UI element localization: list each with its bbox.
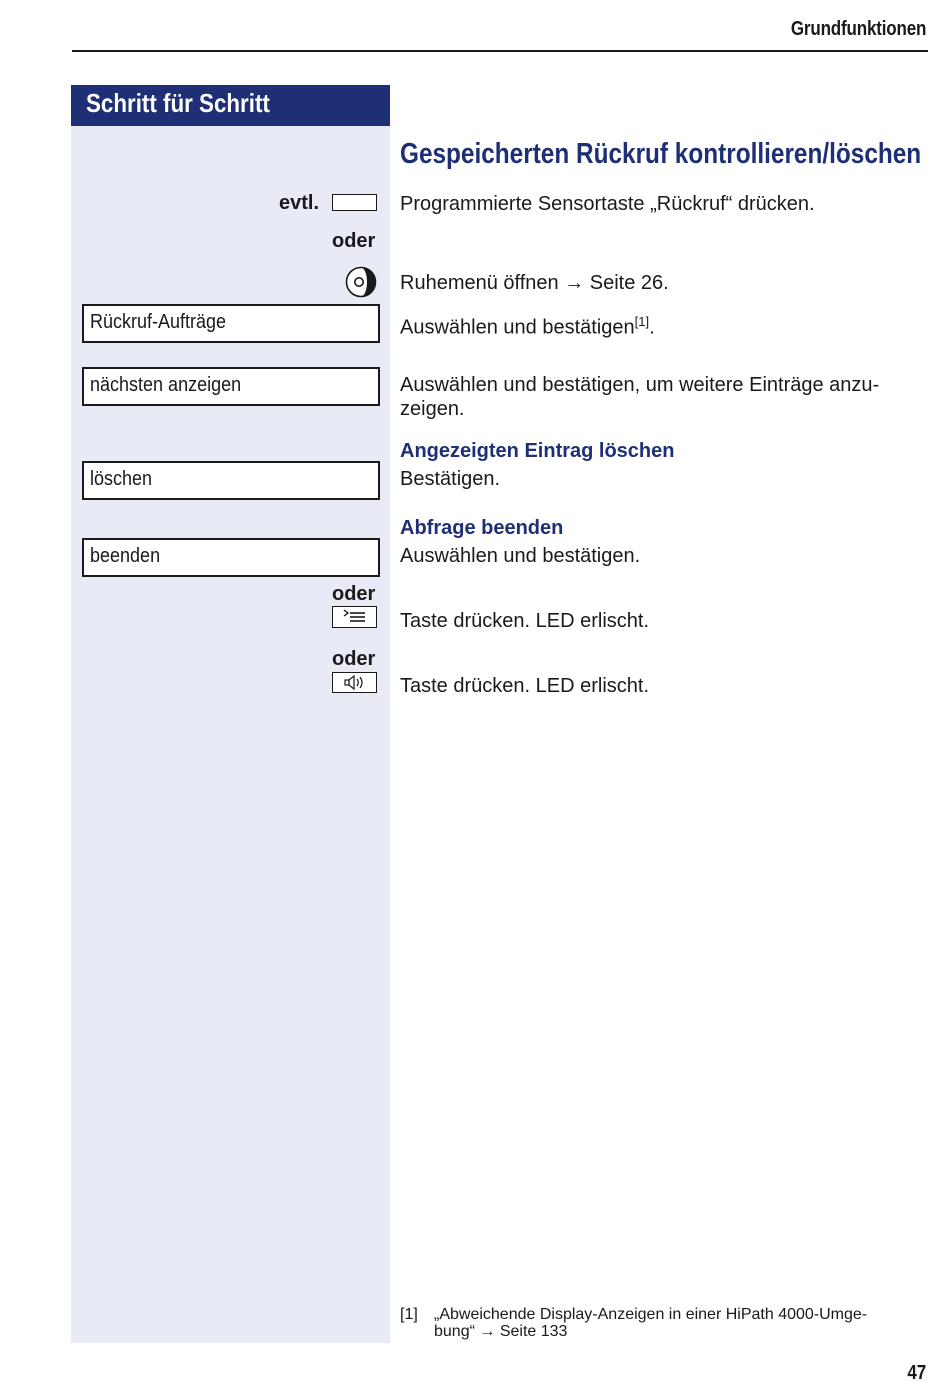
- step-text: Ruhemenü öffnen → Seite 26.: [400, 272, 669, 294]
- footnote-marker: [1]: [400, 1306, 418, 1323]
- step-text: Auswählen und bestätigen.: [400, 545, 641, 567]
- footnote-ref[interactable]: [1]: [634, 314, 650, 329]
- sidebar-title: Schritt für Schritt: [86, 88, 270, 118]
- section-title: Grundfunktionen: [790, 18, 926, 40]
- step-text: Taste drücken. LED erlischt.: [400, 610, 649, 632]
- menu-key-icon: [332, 606, 377, 628]
- navigator-key-icon: [345, 266, 377, 298]
- step-text: Bestätigen.: [400, 468, 501, 490]
- subheading: Angezeigten Eintrag löschen: [400, 440, 675, 462]
- subheading: Abfrage beenden: [400, 517, 564, 539]
- header-rule: [72, 50, 928, 52]
- speaker-key-icon: [332, 672, 377, 693]
- page-title: Gespeicherten Rückruf kontrollieren/löschen: [400, 138, 922, 170]
- menu-item-beenden[interactable]: beenden: [82, 538, 380, 577]
- menu-item-loeschen[interactable]: löschen: [82, 461, 380, 500]
- menu-item-naechsten-anzeigen[interactable]: nächsten anzeigen: [82, 367, 380, 406]
- or-label: oder: [332, 648, 376, 670]
- step-text: Programmierte Sensortaste „Rückruf“ drücken.: [400, 193, 815, 215]
- sensor-key-icon: [332, 194, 377, 211]
- step-text: Auswählen und bestätigen[1].: [400, 314, 655, 339]
- page-link[interactable]: Seite 133: [495, 1323, 568, 1340]
- step-text: Auswählen und bestätigen, um weitere Einträge anzu- zeigen.: [400, 374, 880, 420]
- or-label: oder: [332, 583, 376, 605]
- menu-item-rueckruf-auftraege[interactable]: Rückruf-Aufträge: [82, 304, 380, 343]
- or-label: oder: [332, 230, 376, 252]
- arrow-right-icon: →: [479, 1323, 496, 1340]
- step-text: Taste drücken. LED erlischt.: [400, 675, 649, 697]
- footnote-text: „Abweichende Display-Anzeigen in einer HiPath 4000-Umge- bung“ → Seite 133: [434, 1306, 868, 1340]
- arrow-right-icon: →: [564, 272, 585, 294]
- page-number: 47: [907, 1362, 926, 1384]
- optional-label: evtl.: [279, 192, 320, 214]
